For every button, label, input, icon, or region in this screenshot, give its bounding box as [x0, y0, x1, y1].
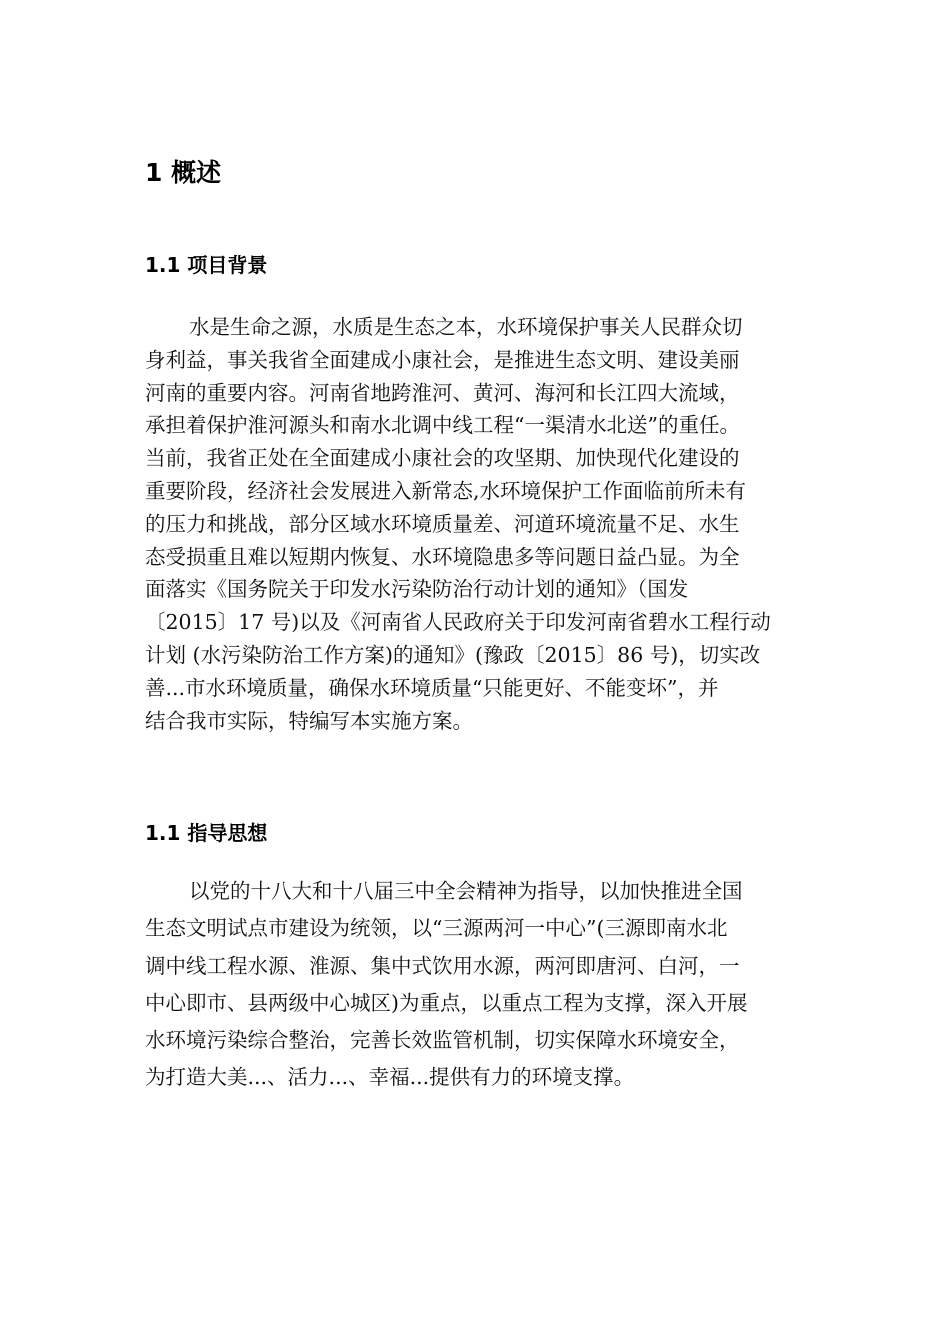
section-heading-background: 1.1 项目背景	[145, 253, 268, 277]
paragraph-line: 结合我市实际，特编写本实施方案。	[145, 708, 473, 733]
paragraph-line: 水是生命之源，水质是生态之本，水环境保护事关人民群众切	[189, 315, 743, 339]
paragraph-line: 当前，我省正处在全面建成小康社会的攻坚期、加快现代化建设的	[145, 446, 740, 471]
chapter-heading: 1 概述	[145, 158, 222, 187]
paragraph-line: 为打造大美...、活力...、幸福...提供有力的环境支撑。	[145, 1065, 635, 1090]
paragraph-line: 善...市水环境质量，确保水环境质量“只能更好、不能变坏”，并	[145, 675, 719, 700]
background-paragraph	[145, 311, 815, 737]
paragraph-line: 计划 (水污染防治工作方案)的通知》(豫政〔2015〕86 号)，切实改	[145, 642, 761, 667]
paragraph-line: 水环境污染综合整治，完善长效监管机制，切实保障水环境安全，	[145, 1028, 740, 1053]
paragraph-line: 〔2015〕17 号)以及《河南省人民政府关于印发河南省碧水工程行动	[145, 610, 771, 635]
paragraph-line: 以党的十八大和十八届三中全会精神为指导，以加快推进全国	[189, 879, 743, 903]
paragraph-line: 身利益，事关我省全面建成小康社会，是推进生态文明、建设美丽	[145, 347, 740, 372]
paragraph-line: 的压力和挑战，部分区域水环境质量差、河道环境流量不足、水生	[145, 511, 740, 536]
paragraph-line: 生态文明试点市建设为统领，以“三源两河一中心”(三源即南水北	[145, 916, 728, 941]
paragraph-line: 河南的重要内容。河南省地跨淮河、黄河、海河和长江四大流域，	[145, 380, 740, 405]
paragraph-line: 中心即市、县两级中心城区)为重点，以重点工程为支撑，深入开展	[145, 990, 748, 1015]
paragraph-line: 重要阶段，经济社会发展进入新常态,水环境保护工作面临前所未有	[145, 478, 747, 503]
paragraph-line: 承担着保护淮河源头和南水北调中线工程“一渠清水北送”的重任。	[145, 413, 740, 438]
paragraph-line: 态受损重且难以短期内恢复、水环境隐患多等问题日益凸显。为全	[145, 544, 740, 569]
guide-paragraph	[145, 873, 815, 1097]
paragraph-line: 调中线工程水源、淮源、集中式饮用水源，两河即唐河、白河，一	[145, 953, 740, 978]
section-heading-guide: 1.1 指导思想	[145, 821, 268, 845]
paragraph-line: 面落实《国务院关于印发水污染防治行动计划的通知》（国发	[145, 577, 689, 602]
